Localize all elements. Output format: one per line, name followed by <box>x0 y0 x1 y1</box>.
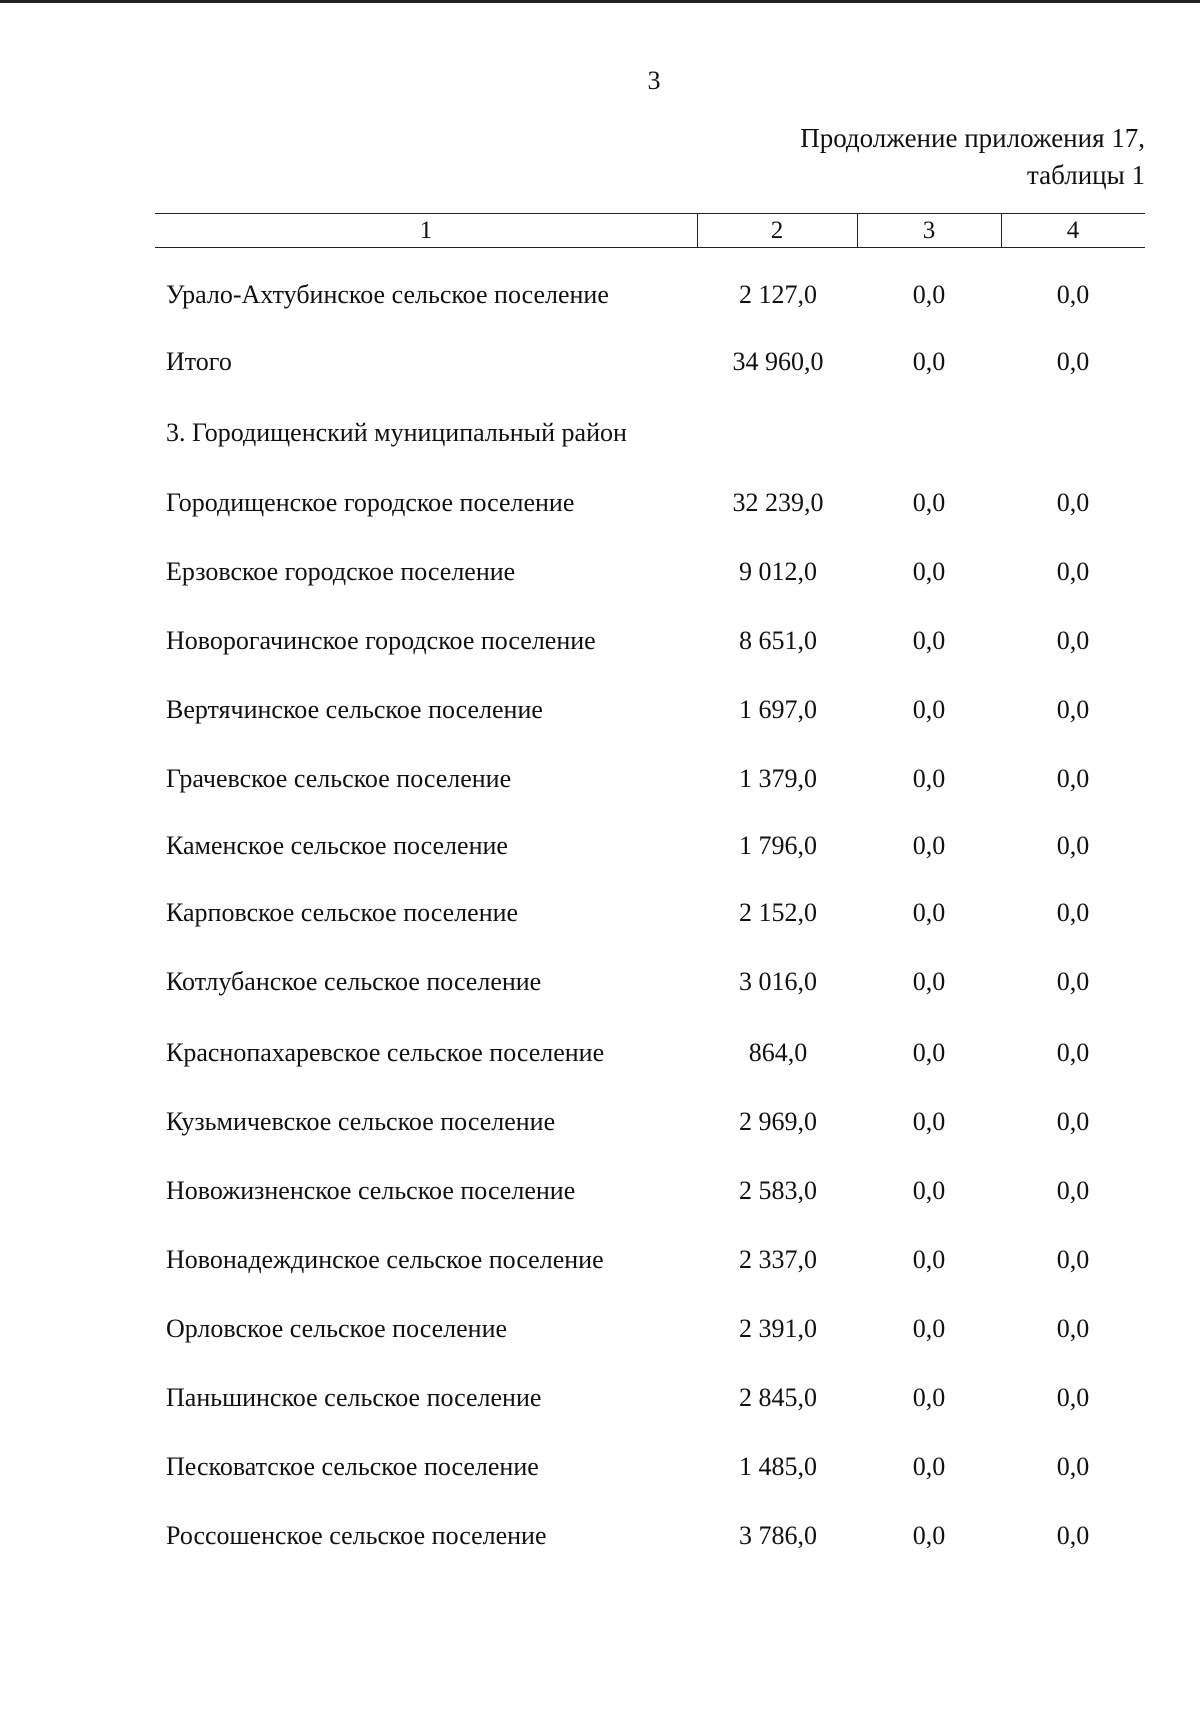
row-value-col-4: 0,0 <box>1056 1383 1090 1412</box>
row-value-col-4: 0,0 <box>1056 626 1090 655</box>
row-value-col-4: 0,0 <box>1056 898 1090 927</box>
row-value-col-3: 0,0 <box>912 488 946 517</box>
row-name: Новожизненское сельское поселение <box>166 1176 576 1205</box>
row-value-col-2: 2 391,0 <box>739 1314 817 1343</box>
row-name: Итого <box>166 347 232 376</box>
row-value-col-2: 32 239,0 <box>732 488 824 517</box>
row-name: Паньшинское сельское поселение <box>166 1383 542 1412</box>
row-value-col-4: 0,0 <box>1056 831 1090 860</box>
row-value-col-3: 0,0 <box>912 764 946 793</box>
row-value-col-3: 0,0 <box>912 967 946 996</box>
row-value-col-2: 2 152,0 <box>739 898 817 927</box>
header-col-3: 3 <box>922 217 936 244</box>
row-value-col-3: 0,0 <box>912 1176 946 1205</box>
header-col-1: 1 <box>419 217 433 244</box>
row-value-col-3: 0,0 <box>912 557 946 586</box>
row-name: Грачевское сельское поселение <box>166 764 512 793</box>
table-row <box>0 690 1200 730</box>
table-row <box>0 275 1200 315</box>
table-row <box>0 621 1200 661</box>
continuation-line-2: таблицы 1 <box>1027 159 1145 190</box>
row-value-col-2: 3 016,0 <box>739 967 817 996</box>
continuation-line-1: Продолжение приложения 17, <box>800 123 1145 153</box>
row-name: Песковатское сельское поселение <box>166 1452 539 1481</box>
table-row <box>0 893 1200 933</box>
row-value-col-2: 8 651,0 <box>739 626 817 655</box>
section-heading: 3. Городищенский муниципальный район <box>166 418 627 447</box>
section-heading-row <box>0 413 1200 453</box>
header-col-2: 2 <box>770 217 784 244</box>
row-name: Орловское сельское поселение <box>166 1314 508 1343</box>
row-name: Каменское сельское поселение <box>166 831 508 860</box>
row-value-col-2: 1 485,0 <box>739 1452 817 1481</box>
row-value-col-4: 0,0 <box>1056 1038 1090 1067</box>
row-value-col-2: 2 583,0 <box>739 1176 817 1205</box>
row-value-col-3: 0,0 <box>912 280 946 309</box>
table-row <box>0 962 1200 1002</box>
row-value-col-2: 864,0 <box>748 1038 808 1067</box>
row-value-col-2: 1 796,0 <box>739 831 817 860</box>
row-value-col-3: 0,0 <box>912 347 946 376</box>
header-bottom-rule <box>155 247 1145 248</box>
row-name: Новонадеждинское сельское поселение <box>166 1245 604 1274</box>
table-row <box>0 1447 1200 1487</box>
table-row <box>0 483 1200 523</box>
table-row <box>0 759 1200 799</box>
row-value-col-3: 0,0 <box>912 1038 946 1067</box>
row-value-col-3: 0,0 <box>912 831 946 860</box>
row-name: Урало-Ахтубинское сельское поселение <box>166 280 609 309</box>
row-value-col-2: 2 969,0 <box>739 1107 817 1136</box>
table-row <box>0 1309 1200 1349</box>
row-value-col-3: 0,0 <box>912 1452 946 1481</box>
row-value-col-3: 0,0 <box>912 1383 946 1412</box>
row-value-col-2: 34 960,0 <box>732 347 824 376</box>
table-row <box>0 1516 1200 1556</box>
row-value-col-4: 0,0 <box>1056 1176 1090 1205</box>
table-row <box>0 342 1200 382</box>
row-name: Городищенское городское поселение <box>166 488 575 517</box>
row-value-col-4: 0,0 <box>1056 1314 1090 1343</box>
row-value-col-4: 0,0 <box>1056 1521 1090 1550</box>
row-name: Краснопахаревское сельское поселение <box>166 1038 605 1067</box>
table-row <box>0 1171 1200 1211</box>
row-name: Котлубанское сельское поселение <box>166 967 542 996</box>
table-row <box>0 1033 1200 1073</box>
table-row <box>0 552 1200 592</box>
row-value-col-4: 0,0 <box>1056 695 1090 724</box>
row-name: Ерзовское городское поселение <box>166 557 516 586</box>
table-row <box>0 1378 1200 1418</box>
row-value-col-4: 0,0 <box>1056 280 1090 309</box>
row-value-col-3: 0,0 <box>912 695 946 724</box>
header-col-4: 4 <box>1066 217 1080 244</box>
row-value-col-4: 0,0 <box>1056 488 1090 517</box>
row-value-col-3: 0,0 <box>912 898 946 927</box>
row-value-col-4: 0,0 <box>1056 967 1090 996</box>
row-name: Вертячинское сельское поселение <box>166 695 543 724</box>
row-value-col-2: 2 127,0 <box>739 280 817 309</box>
row-value-col-4: 0,0 <box>1056 1452 1090 1481</box>
page-number: 3 <box>647 66 661 95</box>
row-name: Карповское сельское поселение <box>166 898 519 927</box>
row-value-col-4: 0,0 <box>1056 557 1090 586</box>
row-value-col-2: 1 697,0 <box>739 695 817 724</box>
row-value-col-2: 2 337,0 <box>739 1245 817 1274</box>
row-value-col-3: 0,0 <box>912 626 946 655</box>
row-value-col-2: 9 012,0 <box>739 557 817 586</box>
row-value-col-2: 1 379,0 <box>739 764 817 793</box>
continuation-note <box>800 120 1145 193</box>
row-value-col-4: 0,0 <box>1056 347 1090 376</box>
table-row <box>0 1102 1200 1142</box>
row-value-col-3: 0,0 <box>912 1245 946 1274</box>
row-value-col-2: 3 786,0 <box>739 1521 817 1550</box>
table-row <box>0 826 1200 866</box>
row-value-col-4: 0,0 <box>1056 1245 1090 1274</box>
row-value-col-3: 0,0 <box>912 1107 946 1136</box>
row-value-col-3: 0,0 <box>912 1521 946 1550</box>
row-name: Кузьмичевское сельское поселение <box>166 1107 556 1136</box>
table-row <box>0 1240 1200 1280</box>
row-name: Новорогачинское городское поселение <box>166 626 596 655</box>
row-value-col-2: 2 845,0 <box>739 1383 817 1412</box>
scan-top-edge <box>0 0 1200 3</box>
row-value-col-4: 0,0 <box>1056 1107 1090 1136</box>
row-value-col-3: 0,0 <box>912 1314 946 1343</box>
row-name: Россошенское сельское поселение <box>166 1521 547 1550</box>
row-value-col-4: 0,0 <box>1056 764 1090 793</box>
